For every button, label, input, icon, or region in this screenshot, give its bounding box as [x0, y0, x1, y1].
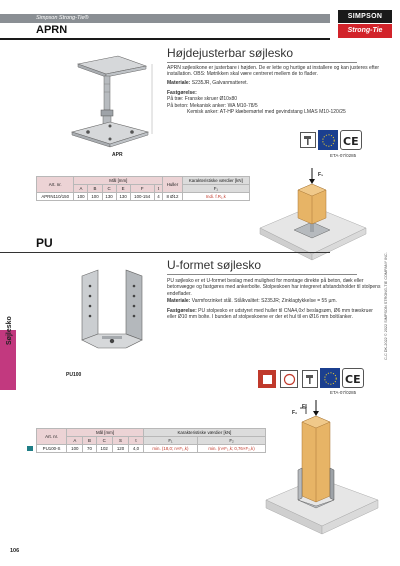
t2-header-art: Art. nr. — [37, 429, 67, 445]
t1-cell-0: APRN110/150 — [37, 193, 74, 201]
pu-force-label-2: F₂ — [292, 410, 298, 416]
aprn-spec-table — [36, 176, 250, 201]
pu-fastening-label: Fastgørelse: — [167, 308, 197, 314]
pu-material — [167, 298, 382, 304]
pu-product-image — [72, 256, 152, 366]
svg-text:CE: CE — [345, 373, 361, 386]
pu-material-text: Varmforzinket stål. Stålkvalitet: S235JR; Zinklagtykkelse = 55 µm. — [191, 298, 337, 304]
t2-sub-a: A — [67, 437, 83, 445]
certificate-icon — [259, 371, 276, 388]
pu-fastening — [167, 308, 382, 321]
t2-cell-1: 100 — [67, 445, 83, 453]
pu-material-label: Materiale: — [167, 298, 191, 304]
ce-mark-icon — [343, 369, 364, 388]
header-rule — [0, 38, 330, 40]
t2-cell-6: min. (18,0; n×F₁,k) — [143, 445, 197, 453]
t1-header-mal: Mål [mm] — [74, 177, 163, 185]
t2-cell-7: min. (n×F₁,k; 0,76×F₂,k) — [198, 445, 266, 453]
t2-sub-f1: F₁ — [143, 437, 197, 445]
red-cert-badge — [258, 370, 276, 388]
certificate-icon-2 — [281, 371, 298, 388]
t1-cell-6: 4 — [154, 193, 163, 201]
aprn-image-label: APR — [112, 152, 123, 158]
aprn-force-label: F₁ — [318, 172, 324, 178]
t1-header-huller: Huller — [163, 177, 182, 193]
pu-ce-badge — [342, 368, 364, 388]
page-number: 106 — [10, 548, 20, 554]
pu-image-label: PU100 — [66, 372, 82, 378]
aprn-title: Højdejusterbar søjlesko — [167, 46, 294, 60]
t2-header-mal: Mål [mm] — [67, 429, 144, 437]
hammer-icon — [303, 371, 317, 387]
pu-title: U-formet søjlesko — [167, 258, 262, 272]
hammer-icon — [301, 133, 315, 147]
aprn-description: APRN søjlesikone er justerbare i højden. De er lette og hurtige at installere og kan justeres efter installation. OBS: Møtrikken skal være centreret mellem de to flader. — [167, 65, 380, 78]
t1-cell-1: 100 — [74, 193, 88, 201]
aprn-fast-line-1: På træ: Franske skruer Ø10x80 — [167, 96, 238, 103]
t1-sub-e: E — [116, 185, 130, 193]
t2-sub-b: B — [83, 437, 96, 445]
pu-force-label-1: F₁ — [302, 404, 308, 410]
cert-badge-2 — [280, 370, 298, 388]
simpson-logo — [338, 10, 392, 40]
t2-sub-f2: F₂ — [198, 437, 266, 445]
pu-tool-badge — [302, 370, 318, 388]
pu-eta-label: ETA-07/0285 — [330, 390, 357, 395]
t1-cell-2: 100 — [88, 193, 102, 201]
aprn-material — [167, 80, 382, 86]
aprn-material-text: S235JR, Galvanmatteret. — [191, 80, 248, 86]
logo-top: SIMPSON — [338, 10, 392, 23]
pu-install-diagram — [262, 400, 382, 545]
t2-sub-t: t — [129, 437, 144, 445]
eta-badge — [318, 130, 338, 150]
logo-bottom: Strong-Tie — [338, 24, 392, 38]
section-side-label: Søjlesko — [6, 316, 13, 345]
t1-cell-7: 8 Ø12 — [163, 193, 182, 201]
t1-header-kar: Karakteristiske værdier [kN] — [182, 177, 249, 185]
header-brand-text: Simpson Strong-Tie® — [36, 15, 89, 21]
t2-sub-c: C — [96, 437, 112, 445]
t1-sub-t: t — [154, 185, 163, 193]
t1-cell-4: 130 — [116, 193, 130, 201]
aprn-fast-line-3: Kemisk anker: AT-HP klæbemørtel med gevindstang LMAS M10-120/25 — [187, 109, 346, 116]
table-row — [37, 193, 250, 201]
table-row — [37, 445, 266, 453]
t1-sub-c: C — [102, 185, 116, 193]
ce-mark-icon — [341, 131, 362, 150]
t1-sub-a: A — [74, 185, 88, 193]
eu-stars-icon — [319, 131, 338, 150]
pu-description: PU søjlesko er et U-formet beslag med mulighed for montage direkte på beton, dæk eller betonvægge og fastgøres med ankerbolte. Stolpeskoen har integreret afstandsholder til stolpens endeflader. — [167, 278, 381, 297]
aprn-material-label: Materiale: — [167, 80, 191, 86]
aprn-title-rule — [167, 62, 357, 63]
t1-cell-5: 100-154 — [130, 193, 154, 201]
svg-text:CE: CE — [343, 135, 359, 148]
pu-spec-table — [36, 428, 266, 453]
aprn-fastening-title: Fastgørelse: — [167, 90, 197, 96]
aprn-fast-line-2: På beton: Mekanisk anker: WA M10-78/5 — [167, 102, 258, 109]
aprn-product-image — [60, 50, 160, 160]
pu-title-rule — [167, 274, 357, 275]
t1-sub-f: F — [130, 185, 154, 193]
row-marker — [27, 446, 33, 451]
page-title: APRN — [36, 24, 68, 36]
t1-sub-b: B — [88, 185, 102, 193]
aprn-fastening — [167, 90, 382, 116]
t1-sub-kar: F₁ — [182, 185, 249, 193]
t1-header-art: Art. nr. — [37, 177, 74, 193]
t2-cell-0: PU100-S — [37, 445, 67, 453]
t2-cell-3: 102 — [96, 445, 112, 453]
aprn-install-diagram — [252, 166, 372, 266]
t2-sub-s: S — [112, 437, 128, 445]
vertical-copyright: C-C DK-2022 © 2022 SIMPSON STRONG-TIE COMPANY INC. — [384, 252, 388, 360]
ce-badge — [340, 130, 362, 150]
pu-fastening-text: PU stolpesko er udstyret med huller til CNA4,0x! beslagsøm, Ø6 mm træskruer eller Ø10 mm bolte. I bunden af stolpeskoene er der et hul til en Ø16 mm bolt/anker. — [167, 308, 373, 321]
pu-heading-rule — [0, 252, 330, 253]
tool-badge — [300, 132, 316, 148]
aprn-eta-label: ETA-07/0285 — [330, 153, 357, 158]
pu-eta-badge — [320, 368, 340, 388]
t1-cell-3: 130 — [102, 193, 116, 201]
t2-cell-4: 120 — [112, 445, 128, 453]
t1-cell-8: Indi. f.R₁,k — [182, 193, 249, 201]
pu-heading: PU — [36, 236, 53, 250]
t2-header-kar: Karakteristiske værdier [kN] — [143, 429, 265, 437]
t2-cell-2: 70 — [83, 445, 96, 453]
eu-stars-icon — [321, 369, 340, 388]
t2-cell-5: 4,0 — [129, 445, 144, 453]
